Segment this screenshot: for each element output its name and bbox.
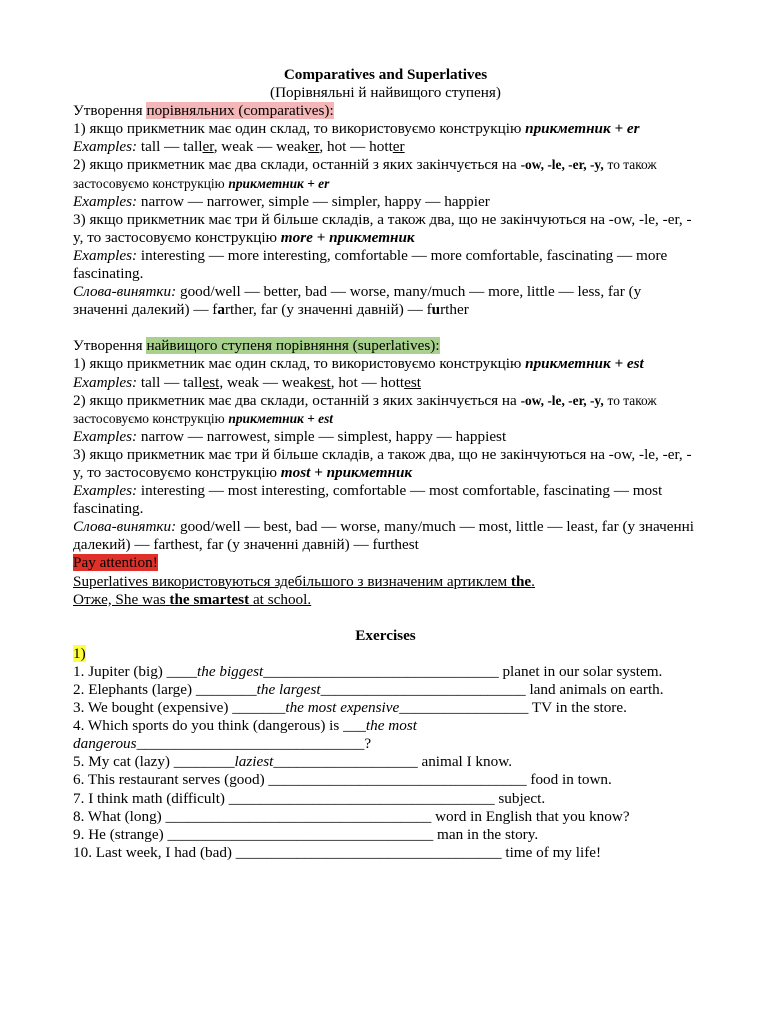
exercise-answer: the largest [256,681,321,698]
exercise-answer: the biggest [197,662,264,680]
rule-construction: most + прикметник [280,463,413,481]
exercise-text: ___________________________ land animals on earth. [320,681,664,698]
rule-text: 3) якщо прикметник має три й більше складів, а також два, що не закінчуються на -ow, -le, -er, -y, то застосовуємо конструкцію [73,210,692,246]
example-text: narrow — narrower, simple — simpler, happy — happier [140,192,490,210]
exercise-text: 3. We bought (expensive) _______ [73,699,286,717]
attention-line-2 [73,591,698,609]
exercise-number [73,645,698,663]
exercise-text: 9. He (strange) ___________________________________ man in the story. [73,825,539,843]
rule-construction: прикметник + er [228,175,330,191]
attention-text: . [531,572,535,590]
exceptions-label: Слова-винятки: [73,283,177,301]
example-suffix: er [202,138,214,156]
rule-text: 3) якщо прикметник має три й більше складів, а також два, що не закінчуються на -ow, -le, -er, -y, то застосовуємо конструкцію [73,445,692,481]
examples-label: Examples: [73,482,138,500]
rule-text: 2) якщо прикметник має два склади, останній з яких закінчується на [73,391,517,409]
superlatives-rule-1 [73,355,698,373]
example-text: narrow — narrowest, simple — simplest, happy — happiest [140,427,507,445]
rule-text: 1) якщо прикметник має один склад, то використовуємо конструкцію [73,355,522,373]
exercise-text: 10. Last week, I had (bad) ___________________________________ time of my life! [73,843,602,861]
example-text: interesting — most interesting, comfortable — most comfortable, fascinating — most fascinating. [73,482,663,518]
exercise-text: 7. I think math (difficult) ___________________________________ subject. [73,789,546,807]
exercise-number-label: 1) [73,644,86,662]
rule-text: 1) якщо прикметник має один склад, то використовуємо конструкцію [73,120,522,138]
exercise-item [73,753,698,771]
exceptions-bold-letter: u [431,301,441,319]
exercise-text: 4. Which sports do you think (dangerous) is ___ [73,717,366,735]
exercises-title: Exercises [355,626,416,644]
rule-text-small: то також застосовуємо конструкцію [73,157,657,191]
exercise-item [73,681,698,699]
superlatives-highlight: найвищого ступеня порівняння (superlatives): [146,337,440,355]
attention-text: Отже, She was [73,590,166,608]
attention-text: Superlatives використовуються здебільшого з визначеним артиклем [73,572,508,590]
exercise-item [73,808,698,826]
exceptions-text: good/well — best, bad — worse, many/much — most, little — least, far (у значенні далекий) — farthest, far (у значенні давній) — furthest [73,518,695,554]
comparatives-rule-2 [73,156,698,192]
exercise-item [73,663,698,681]
document-page [73,66,698,862]
exercise-item [73,699,698,717]
rule-text: 2) якщо прикметник має два склади, останній з яких закінчується на [73,156,517,174]
exercise-text: 5. My cat (lazy) ________ [73,753,235,771]
exercise-text: ______________________________? [136,735,372,753]
superlatives-heading [73,337,698,355]
comparatives-example-2 [73,193,698,211]
rule-construction: прикметник + est [228,410,334,426]
exercise-answer: laziest [234,753,274,771]
examples-label: Examples: [73,192,138,210]
rule-construction: прикметник + er [525,120,640,138]
exercise-answer: the most dangerous [73,717,417,753]
exercise-text: 8. What (long) ___________________________________ word in English that you know? [73,807,630,825]
exercise-text: 1. Jupiter (big) ____ [73,662,198,680]
exercise-answer: the most expensive [285,699,400,717]
examples-label: Examples: [73,246,138,264]
comparatives-exceptions [73,283,698,319]
exercise-item [73,717,698,753]
examples-label: Examples: [73,427,138,445]
superlatives-exceptions [73,518,698,554]
comparatives-rule-1 [73,120,698,138]
rule-endings: -ow, -le, -er, -y, [520,392,604,408]
examples-label: Examples: [73,138,138,156]
exercise-list [73,663,698,862]
rule-construction: прикметник + est [525,355,644,373]
document-title: Comparatives and Superlatives [283,66,488,83]
exceptions-label: Слова-винятки: [73,518,177,536]
exercise-item [73,790,698,808]
comparatives-rule-3 [73,211,698,247]
examples-label: Examples: [73,373,138,391]
exercise-text: 2. Elephants (large) ________ [73,681,257,698]
superlatives-example-1 [73,374,698,392]
example-text: tall — tall [140,373,203,391]
superlatives-example-3 [73,482,698,518]
exceptions-text: good/well — better, bad — worse, many/much — more, little — less, far (у значенні далекий) — f [73,283,642,319]
exercise-item [73,771,698,789]
example-suffix: est [404,373,422,391]
attention-text: at school. [252,590,312,608]
comparatives-example-1 [73,138,698,156]
rule-text-small: то також застосовуємо конструкцію [73,392,657,426]
example-suffix: est [313,373,331,391]
exercise-text: _________________ TV in the store. [399,699,627,717]
exercise-item [73,826,698,844]
spacer [73,319,698,337]
example-text: , hot — hott [319,138,393,156]
example-text: tall — tall [140,138,203,156]
exceptions-text: rther, far (у значенні давній) — f [224,301,432,319]
superlatives-rule-3 [73,446,698,482]
rule-construction: more + прикметник [280,228,415,246]
superlatives-rule-2 [73,392,698,428]
exercise-item [73,844,698,862]
exceptions-text: rther [440,301,469,319]
example-text: interesting — more interesting, comfortable — more comfortable, fascinating — more fascinating. [73,246,668,283]
example-suffix: est, [202,373,224,391]
comparatives-heading [73,102,698,120]
superlatives-example-2 [73,428,698,446]
attention-block [73,554,698,572]
example-suffix: er [392,138,405,156]
example-text: weak — weak [223,373,314,391]
exercise-text: _______________________________ planet in our solar system. [263,662,663,680]
heading-prefix: Утворення [73,102,143,120]
rule-endings: -ow, -le, -er, -y, [520,157,604,173]
exceptions-bold-letter: a [217,301,225,319]
comparatives-example-3 [73,247,698,283]
example-text: , weak — weak [213,138,309,156]
comparatives-highlight: порівняльних (comparatives): [146,102,334,120]
example-text: , hot — hott [330,373,405,391]
heading-prefix: Утворення [73,337,143,355]
attention-bold: the smartest [169,590,250,608]
example-suffix: er [308,138,320,156]
exercise-text: 6. This restaurant serves (good) __________________________________ food in town. [73,771,612,789]
exercise-text: ___________________ animal I know. [273,753,512,771]
spacer [73,609,698,627]
attention-bold: the [510,572,532,590]
attention-line-1 [73,573,698,591]
document-subtitle: (Порівняльні й найвищого ступеня) [270,84,501,102]
pay-attention-label: Pay attention! [73,554,158,572]
